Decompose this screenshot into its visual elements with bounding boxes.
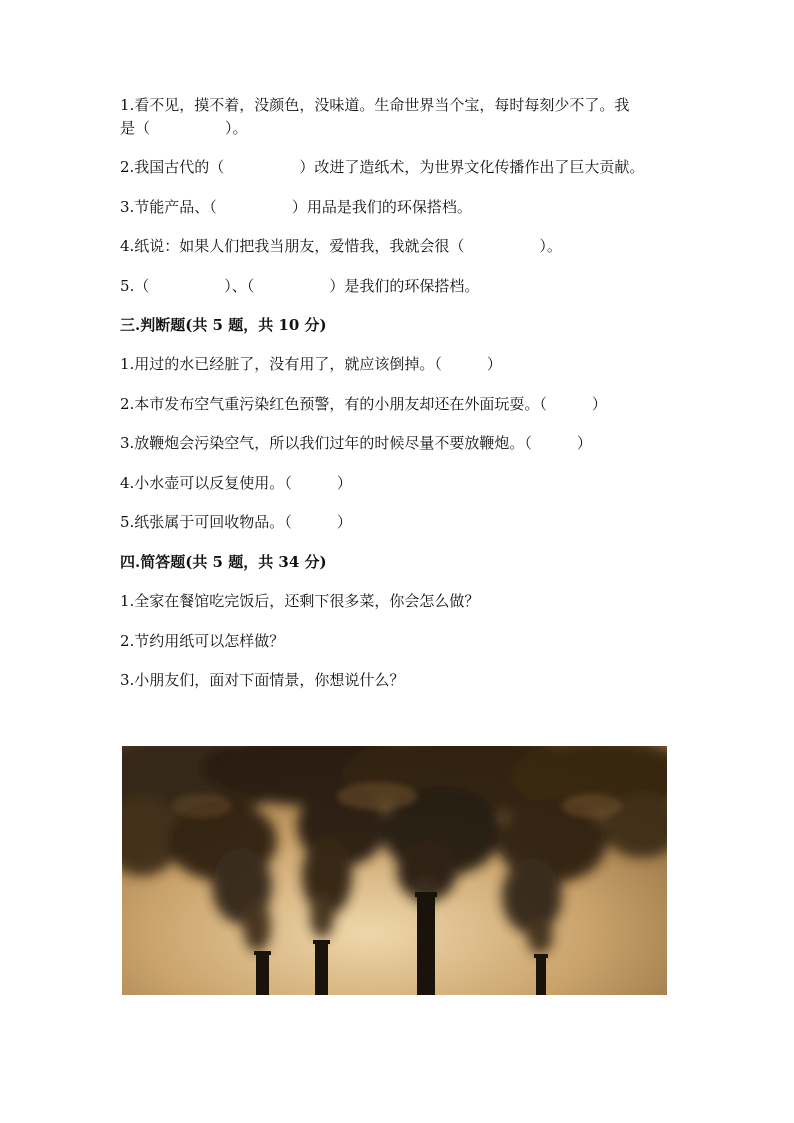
judge-question-1: 1.用过的水已经脏了，没有用了，就应该倒掉。（ ） [120,355,502,373]
chimney-2 [315,942,328,995]
judge-question-2: 2.本市发布空气重污染红色预警，有的小朋友却还在外面玩耍。（ ） [120,395,607,413]
smokestack-pollution-photo [122,746,667,995]
chimney-3-cap [415,892,437,897]
judge-question-4: 4.小水壶可以反复使用。（ ） [120,474,352,492]
judge-question-5: 5.纸张属于可回收物品。（ ） [120,513,352,531]
judge-question-3: 3.放鞭炮会污染空气，所以我们过年的时候尽量不要放鞭炮。（ ） [120,434,592,452]
fill-question-1-line-1: 1.看不见，摸不着，没颜色，没味道。生命世界当个宝，每时每刻少不了。我 [120,96,630,114]
chimney-4 [536,956,546,995]
fill-question-2: 2.我国古代的（ ）改进了造纸术，为世界文化传播作出了巨大贡献。 [120,158,645,176]
section-4-heading: 四.简答题(共 5 题，共 34 分) [120,553,327,571]
chimney-1-cap [254,951,271,955]
chimney-1 [256,953,269,995]
short-answer-question-2: 2.节约用纸可以怎样做？ [120,632,285,650]
chimney-4-cap [534,954,548,958]
chimney-2-cap [313,940,330,944]
fill-question-3: 3.节能产品、（ ）用品是我们的环保搭档。 [120,198,472,216]
short-answer-question-1: 1.全家在餐馆吃完饭后，还剩下很多菜，你会怎么做？ [120,592,480,610]
chimney-3 [417,894,435,995]
fill-question-1-line-2: 是（ ）。 [120,119,248,137]
fill-question-5: 5.（ ）、（ ）是我们的环保搭档。 [120,277,480,295]
fill-question-4: 4.纸说：如果人们把我当朋友，爱惜我，我就会很（ ）。 [120,237,562,255]
short-answer-question-3: 3.小朋友们，面对下面情景，你想说什么？ [120,671,405,689]
section-3-heading: 三.判断题(共 5 题，共 10 分) [120,316,327,334]
